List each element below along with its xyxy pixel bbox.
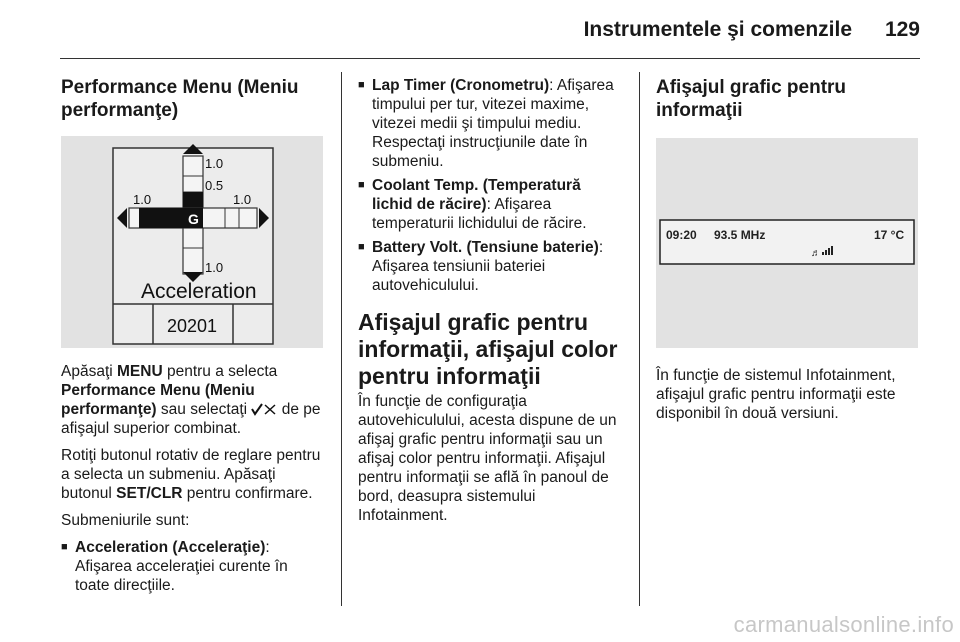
label-left: 1.0 (133, 192, 152, 207)
graphic-display-figure (656, 138, 918, 348)
label-top: 1.0 (205, 156, 224, 171)
section-heading-performance-menu: Performance Menu (Meniu performanţe) (61, 77, 299, 121)
label-mid: 0.5 (205, 178, 224, 193)
page-header-title: Instrumentele şi comenzile (583, 18, 852, 41)
bullet-icon: ■ (61, 541, 68, 553)
watermark: carmanualsonline.info (733, 612, 954, 637)
paragraph-graphic-display: În funcţie de sistemul Infotainment, afişajul grafic pentru informaţii este disponibil în două versiuni. (656, 367, 896, 422)
acceleration-caption: Acceleration (141, 280, 257, 303)
paragraph-menu-instructions: Apăsaţi MENU pentru a selecta Performance Menu (Meniu performanţe) sau selectaţi de pe afişajul superior combinat. (61, 363, 321, 437)
label-bottom: 1.0 (205, 260, 224, 275)
display-time: 09:20 (666, 228, 697, 242)
column-divider-1 (341, 72, 342, 606)
column-2 (358, 76, 620, 533)
label-right: 1.0 (233, 192, 252, 207)
column-divider-2 (639, 72, 640, 606)
acceleration-diagram (61, 136, 323, 348)
list-item: ■ Coolant Temp. (Temperatură lichid de răcire): Afişarea temperaturii lichidului de răcire. (358, 177, 587, 232)
check-cross-icon (251, 402, 277, 416)
bullet-icon: ■ (358, 79, 365, 91)
bullet-icon: ■ (358, 179, 365, 191)
svg-text:♬: ♬ (811, 248, 821, 259)
display-frequency: 93.5 MHz (714, 228, 766, 242)
list-item: ■ Lap Timer (Cronometru): Afişarea timpului per tur, vitezei maxime, vitezei medii şi timpului mediu. Respectaţi instrucţiunile date în submeniu. (358, 77, 614, 170)
paragraph-submenus: Submeniurile sunt: (61, 512, 190, 529)
column-1 (61, 76, 323, 600)
center-letter: G (188, 211, 199, 227)
section-heading-graphic-display: Afişajul grafic pentru informaţii (656, 77, 847, 121)
paragraph-rotate-knob: Rotiţi butonul rotativ de reglare pentru a selecta un submeniu. Apăsaţi butonul SET/CLR pentru confirmare. (61, 447, 321, 502)
section-heading-info-display: Afişajul grafic pentru informaţii, afişajul color pentru informaţii (358, 309, 618, 389)
page-number: 129 (884, 18, 920, 41)
acceleration-figure (61, 136, 323, 348)
header-rule (60, 58, 920, 59)
bullet-icon: ■ (358, 241, 365, 253)
list-item: ■ Battery Volt. (Tensiune baterie): Afişarea tensiunii bateriei autovehiculului. (358, 239, 604, 294)
display-temperature: 17 °C (874, 228, 905, 242)
graphic-display-diagram (656, 138, 918, 348)
list-item: ■ Acceleration (Acceleraţie): Afişarea acceleraţiei curente în toate direcţiile. (61, 539, 288, 594)
column-3 (656, 76, 918, 431)
paragraph-info-display: În funcţie de configuraţia autovehiculului, acesta dispune de un afişaj grafic pentru informaţii sau un afişaj color pentru informaţii. Afişajul pentru informaţii se află în panoul de bord, deasupra sistemului Infotainment. (358, 393, 617, 524)
figure-number: 20201 (167, 316, 218, 336)
